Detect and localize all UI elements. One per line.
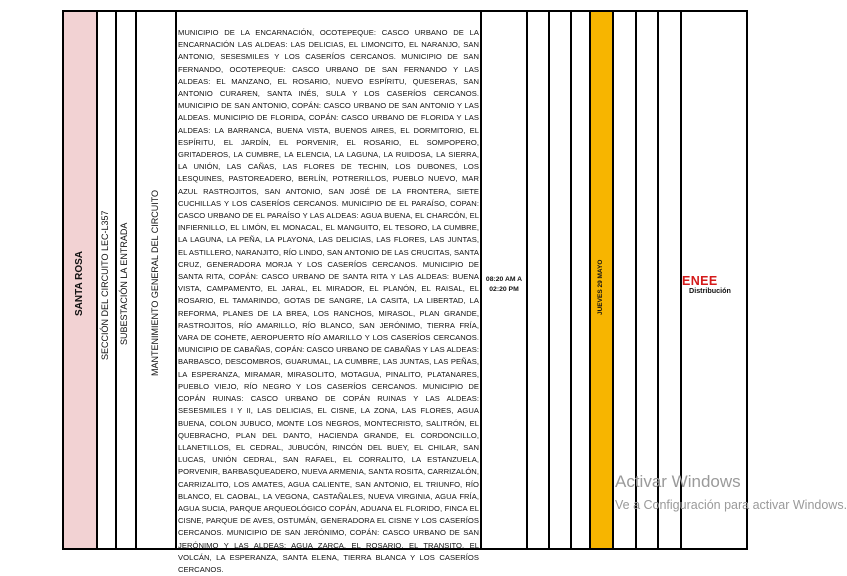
column-divider: [115, 10, 117, 550]
substation-cell: SUBESTACIÓN LA ENTRADA: [119, 222, 129, 345]
schedule-cell: [482, 275, 526, 295]
column-divider: [526, 10, 528, 550]
outage-day-cell: JUEVES 29 MAYO: [597, 259, 604, 315]
affected-areas-cell: MUNICIPIO DE LA ENCARNACIÓN, OCOTEPEQUE: CASCO URBANO DE LA ENCARNACIÓN LAS ALDEAS: LAS DELICIAS, EL LIMONCITO, EL NARANJO, SAN ANTONIO, SESESMILES Y LOS CASERÍOS CERCANOS. MUNICIPIO DE SAN FERNANDO, OCOTEPEQUE: CASCO URBANO DE SAN FERNANDO Y LAS ALDEAS: EL MANZANO, EL ROSARIO, NUEVO ESPÍRITU, QUESERAS, SAN ANTONIO CURAREN, SANTA INÉS, SULA Y LOS CASERÍOS CERCANOS. MUNICIPIO DE SAN ANTONIO, COPÁN: CASCO URBANO DE SAN ANTONIO Y LAS ALDEAS. MUNICIPIO DE FLORIDA, COPÁN: CASCO URBANO DE FLORIDA Y LAS ALDEAS: LA BARRANCA, BUENA VISTA, BUENOS AIRES, EL DORMITORIO, EL ESPÍRITU, EL JARDÍN, EL PORVENIR, EL ROSARIO, EL SOMPOPERO, GRITADEROS, LA CUMBRE, LA ELENCIA, LA LAGUNA, LA RUIDOSA, LA SIERRA, LA UNIÓN, LAS CAÑAS, LAS FLORES DE TECHIN, LOS DUBONES, LOS LESQUINES, PASTOREADERO, BERLÍN, POTRERILLOS, PUEBLO NUEVO, MAR AZUL RASTROJITOS, SAN ANTONIO, SAN JOSÉ DE LA FRONTERA, SIETE CUCHILLAS Y LOS CASERÍOS CERCANOS. MUNICIPIO DE EL PARAÍSO, COPAN: CASCO URBANO DE EL PARAÍSO Y LAS ALDEAS: AGUA BUENA, EL CHARCÓN, EL INFIERNILLO, EL LIMÓN, EL MONACAL, EL MANGUITO, EL TESORO, LA CUMBRE, LA LAGUNA, LA PEÑA, LA PLAYONA, LAS DELICIAS, LAS FLORES, LAS JUNTAS, EL ASTILLERO, NARANJITO, RÍO LINDO, SAN ANTONIO DE LAS CRUCITAS, SANTA CRUZ, GENERADORA MORJA Y LOS CASERÍOS CERCANOS. MUNICIPIO DE SANTA RITA, COPÁN: CASCO URBANO DE SANTA RITA Y LAS ALDEAS: BUENA VISTA, CAMPAMENTO, EL JARAL, EL MIRADOR, EL PLANÓN, EL RAISAL, EL ROSARIO, EL TAMARINDO, GOTAS DE SANGRE, LA CASITA, LA LIBERTAD, LA REFORMA, PLANES DE LA BREA, LOS RANCHOS, MIRASOL, PLAN GRANDE, RASTROJITOS, RÍO AMARILLO, RÍO BLANCO, SAN JERÓNIMO, TIERRA FRÍA, VARA DE COHETE, AEROPUERTO RÍO AMARILLO Y LOS CASERÍOS CERCANOS. MUNICIPIO DE CABAÑAS, COPÁN: CASCO URBANO DE CABAÑAS Y LAS ALDEAS: BARBASCO, DESCOMBROS, GUARUMAL, LA CUMBRE, LAS JUNTAS, LAS PEÑAS, LA ESPERANZA, MIRAMAR, MIRASOLITO, MOTAGUA, PINALITO, PLATANARES, PUEBLO VIEJO, RÍO NEGRO Y LOS CASERÍOS CERCANOS. MUNICIPIO DE COPÁN RUINAS: CASCO URBANO DE COPÁN RUINAS Y LAS ALDEAS: SESESMILES I Y II, LAS DELICIAS, EL CISNE, LA ZONA, LAS FLORES, AGUA BUENA, COLON JUBUCO, MONTE LOS NEGROS, MONTECRISTO, SALITRÓN, EL QUEBRACHO, PLAN DEL DANTO, HACIENDA GRANDE, EL CORDONCILLO, LLANETILLOS, EL CEDRAL, JUBUCÓN, RINCÓN DEL BUEY, EL CHILAR, SAN LUCAS, UNIÓN CEDRAL, SAN RAFAEL, EL CORRALITO, LA ESTANZUELA, PORVENIR, BARBASQUEADERO, NUEVA ARMENIA, SANTA ROSITA, CARRIZALÓN, CARRIZALITO, LOS AMATES, AGUA CALIENTE, SAN ANTONIO, EL TRIUNFO, RÍO BLANCO, EL CAOBAL, LA VEGONA, CASTAÑALES, NUEVA VIRGINIA, AGUA FRÍA, AGUA SUCIA, PARQUE ARQUEOLÓGICO COPÁN, ADUANA EL FLORIDO, FINCA EL CISNE, PARQUE DE AVES, OSTUMÁN, GENERADORA EL CISNE Y LOS CASERÍOS CERCANOS. MUNICIPIO DE SAN JERÓNIMO, COPÁN: CASCO URBANO DE SAN JERÓNIMO Y LAS ALDEAS: AGUA ZARCA, EL ROSARIO, EL TRANSITO, EL VOLCÁN, LA ESPERANZA, SANTA ELENA, TIERRA BLANCA Y LOS CASERÍOS CERCANOS.: [178, 28, 479, 574]
column-divider: [548, 10, 550, 550]
circuit-section-cell: SECCIÓN DEL CIRCUITO LEC-L357: [100, 210, 110, 360]
column-divider: [135, 10, 137, 550]
column-divider: [570, 10, 572, 550]
schedule-end: 02:20 PM: [489, 286, 519, 293]
column-divider: [96, 10, 98, 550]
column-divider: [635, 10, 637, 550]
work-type-cell: MANTENIMIENTO GENERAL DEL CIRCUITO: [150, 189, 160, 376]
enee-logo-subtitle: Distribución: [689, 286, 731, 295]
column-divider: [746, 10, 748, 550]
enee-logo-mark: ENEE: [682, 274, 718, 288]
schedule-start: 08:20 AM A: [485, 276, 523, 283]
column-divider: [657, 10, 659, 550]
department-cell: SANTA ROSA: [74, 251, 85, 316]
column-divider: [589, 10, 591, 550]
table-top-border: [62, 10, 748, 12]
column-divider: [175, 10, 177, 550]
activation-watermark-subtitle: Ve a Configuración para activar Windows.: [615, 498, 847, 512]
column-divider: [612, 10, 614, 550]
activation-watermark-title: Activar Windows: [615, 472, 741, 491]
column-divider: [62, 10, 64, 550]
enee-logo: [680, 272, 746, 296]
